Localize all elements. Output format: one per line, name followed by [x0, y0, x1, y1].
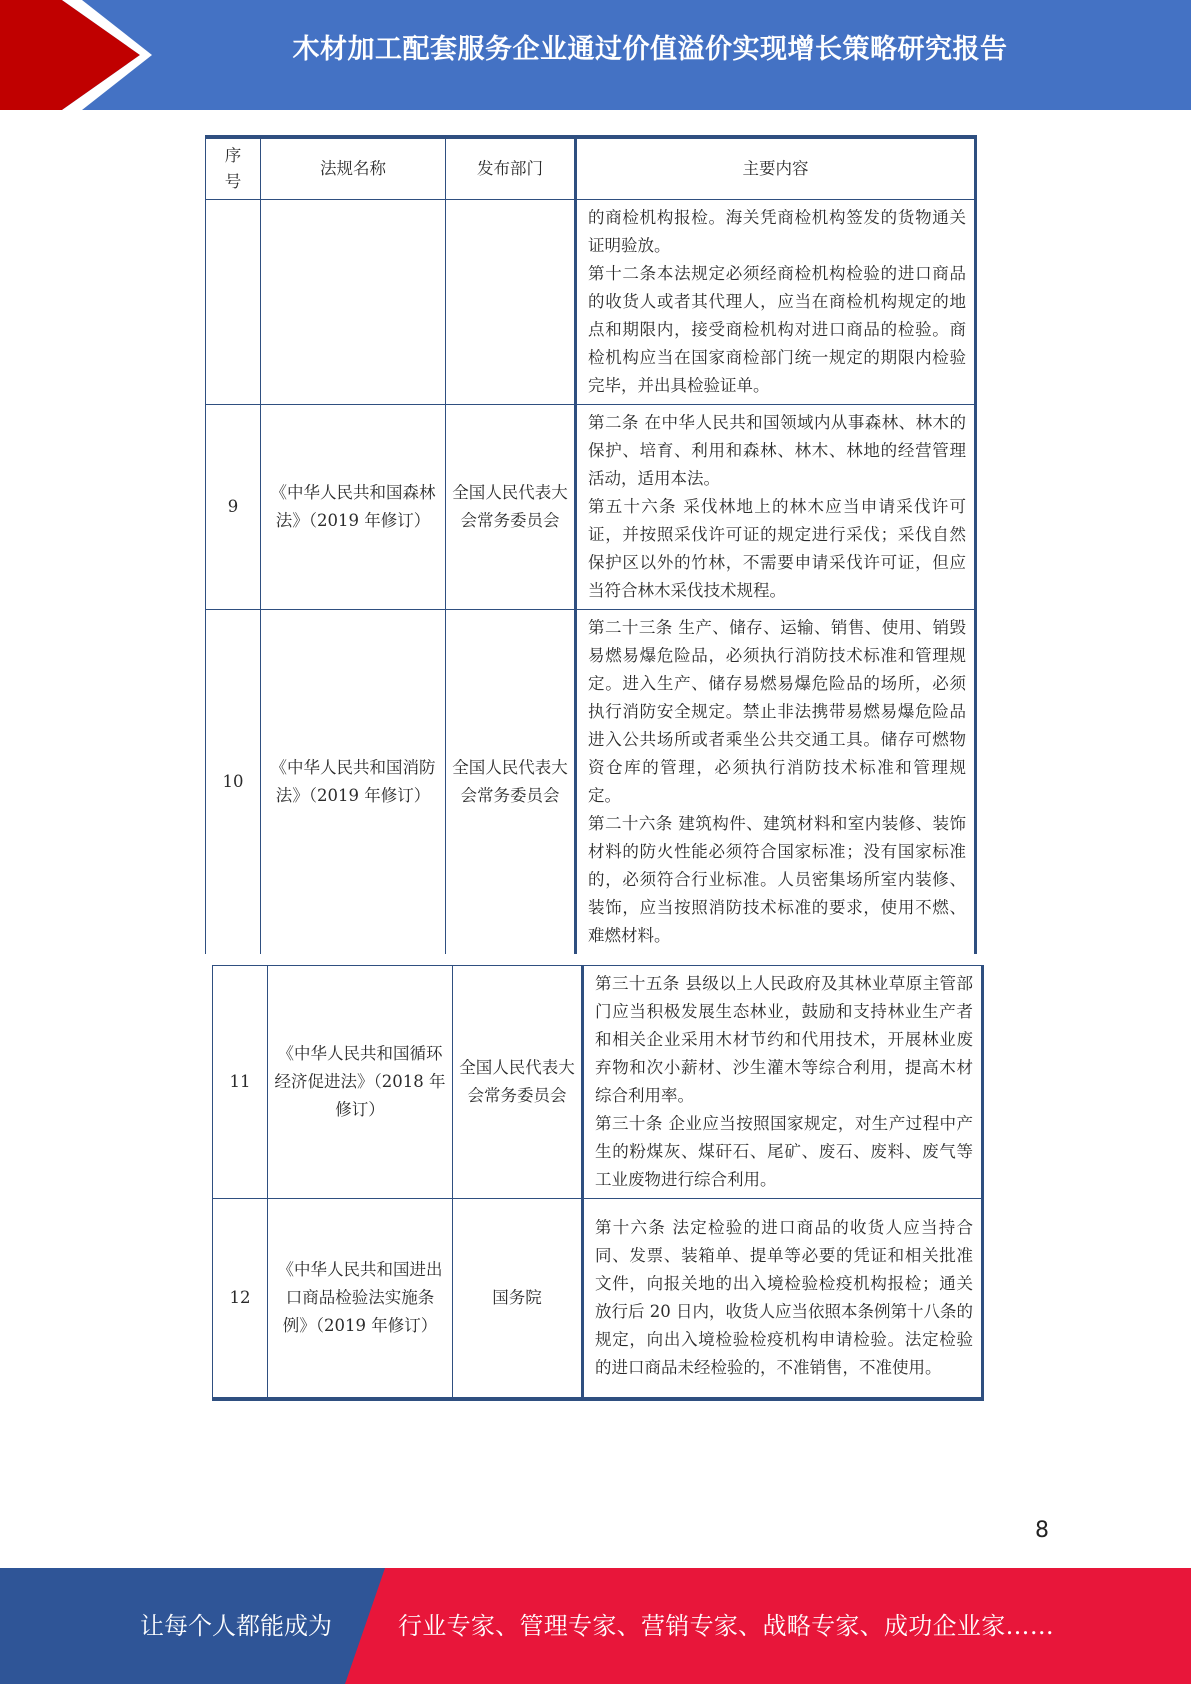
table-row: [206, 405, 976, 610]
content-paragraph: 第十二条本法规定必须经商检机构检验的进口商品的收货人或者其代理人，应当在商检机构规定的地点和期限内，接受商检机构对进口商品的检验。商检机构应当在国家商检部门统一规定的期限内检验完毕，并出具检验证单。: [588, 264, 966, 395]
content-paragraph: 第三十条 企业应当按照国家规定，对生产过程中产生的粉煤灰、煤矸石、尾矿、废石、废料、废气等工业废物进行综合利用。: [595, 1114, 973, 1189]
footer-banner: [0, 1568, 1191, 1684]
row-dept: 全国人民代表大会常务委员会: [446, 405, 576, 610]
table-row: [213, 966, 983, 1199]
row-dept: 全国人民代表大会常务委员会: [453, 966, 583, 1199]
header-name: 法规名称: [261, 137, 446, 200]
row-dept: 全国人民代表大会常务委员会: [446, 610, 576, 955]
row-content: [583, 966, 983, 1199]
row-name: 《中华人民共和国进出口商品检验法实施条例》（2019 年修订）: [268, 1199, 453, 1399]
content-paragraph: 第二十三条 生产、储存、运输、销售、使用、销毁易燃易爆危险品，必须执行消防技术标准和管理规定。进入生产、储存易燃易爆危险品的场所，必须执行消防安全规定。禁止非法携带易燃易爆危险品进入公共场所或者乘坐公共交通工具。储存可燃物资仓库的管理，必须执行消防技术标准和管理规定。: [588, 618, 966, 805]
content-paragraph: 的商检机构报检。海关凭商检机构签发的货物通关证明验放。: [588, 208, 966, 255]
row-no: 9: [206, 405, 261, 610]
row-name: 《中华人民共和国消防法》（2019 年修订）: [261, 610, 446, 955]
row-no: 10: [206, 610, 261, 955]
report-title: 木材加工配套服务企业通过价值溢价实现增长策略研究报告: [292, 34, 1008, 65]
table-header-row: [206, 137, 976, 200]
header-banner: [0, 0, 1191, 110]
content-paragraph: 第五十六条 采伐林地上的林木应当申请采伐许可证，并按照采伐许可证的规定进行采伐；采伐自然保护区以外的竹林，不需要申请采伐许可证，但应当符合林木采伐技术规程。: [588, 497, 966, 600]
table-row: [206, 200, 976, 405]
row-content: [576, 200, 976, 405]
law-table-part1: [205, 135, 977, 954]
footer-slogan-right: 行业专家、管理专家、营销专家、战略专家、成功企业家……: [398, 1612, 1055, 1640]
content-paragraph: 第二十六条 建筑构件、建筑材料和室内装修、装饰材料的防火性能必须符合国家标准；没有国家标准的，必须符合行业标准。人员密集场所室内装修、装饰，应当按照消防技术标准的要求，使用不燃、难燃材料。: [588, 814, 966, 945]
row-content: [583, 1199, 983, 1399]
row-dept: 国务院: [453, 1199, 583, 1399]
row-name: [261, 200, 446, 405]
row-no: [206, 200, 261, 405]
row-no: 12: [213, 1199, 268, 1399]
row-content: [576, 405, 976, 610]
content-paragraph: 第十六条 法定检验的进口商品的收货人应当持合同、发票、装箱单、提单等必要的凭证和相关批准文件，向报关地的出入境检验检疫机构报检；通关放行后 20 日内，收货人应当依照本条例第十八条的规定，向出入境检验检疫机构申请检验。法定检验的进口商品未经检验的，不准销售，不准使用。: [595, 1217, 973, 1377]
row-name: 《中华人民共和国循环经济促进法》（2018 年修订）: [268, 966, 453, 1199]
row-content: [576, 610, 976, 955]
header-arrow-decoration: [0, 0, 160, 110]
header-dept: 发布部门: [446, 137, 576, 200]
row-dept: [446, 200, 576, 405]
row-no: 11: [213, 966, 268, 1199]
table-row: [213, 1199, 983, 1399]
header-no: 序号: [206, 137, 261, 200]
page-number: 8: [1035, 1518, 1049, 1543]
content-paragraph: 第三十五条 县级以上人民政府及其林业草原主管部门应当积极发展生态林业，鼓励和支持林业生产者和相关企业采用木材节约和代用技术，开展林业废弃物和次小薪材、沙生灌木等综合利用，提高木材综合利用率。: [595, 974, 973, 1105]
header-content: 主要内容: [576, 137, 976, 200]
law-table-part2: [212, 965, 984, 1401]
content-paragraph: 第二条 在中华人民共和国领域内从事森林、林木的保护、培育、利用和森林、林木、林地的经营管理活动，适用本法。: [588, 413, 966, 488]
footer-slogan-left: 让每个人都能成为: [140, 1612, 332, 1640]
table-row: [206, 610, 976, 955]
row-name: 《中华人民共和国森林法》（2019 年修订）: [261, 405, 446, 610]
